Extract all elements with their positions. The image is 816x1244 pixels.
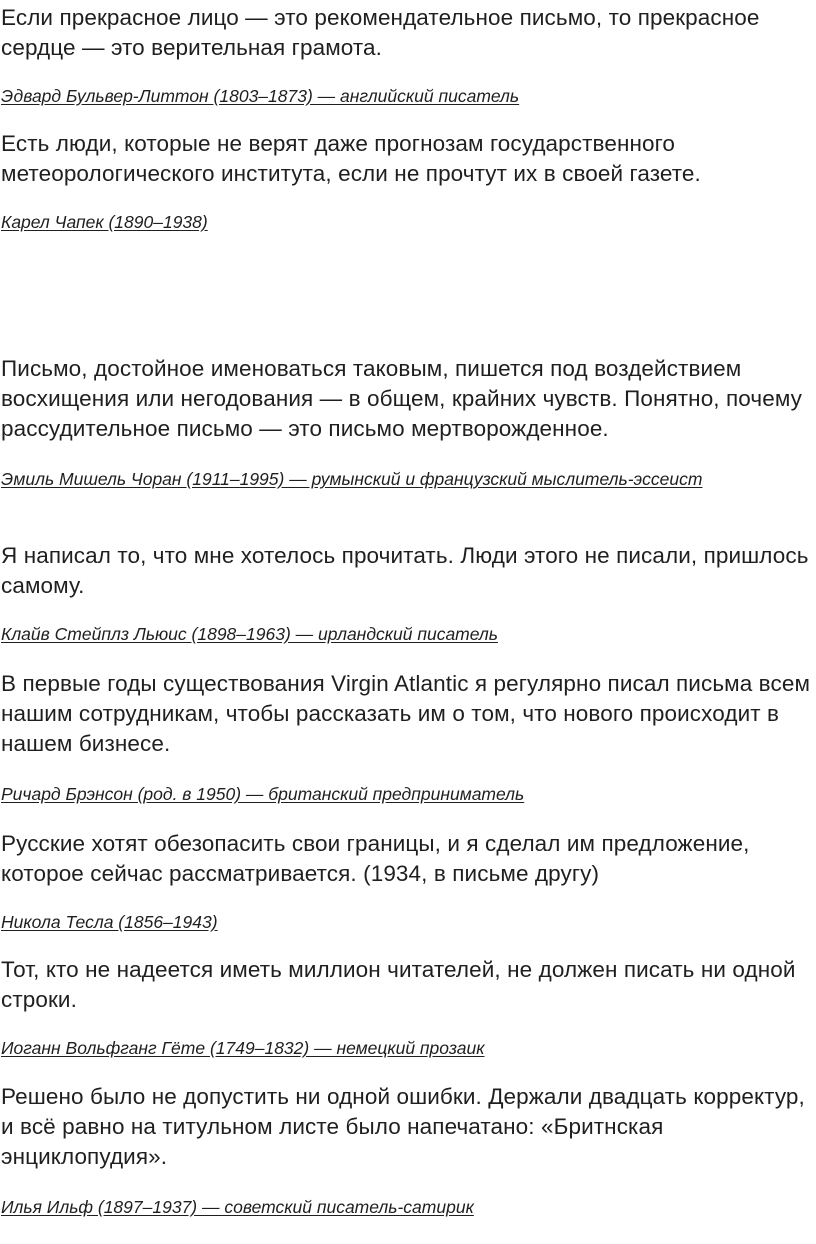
quote-item: [1, 354, 813, 489]
quote-author-link[interactable]: Илья Ильф (1897–1937) — советский писатель-сатирик: [1, 1197, 474, 1217]
quote-text: Письмо, достойное именоваться таковым, пишется под воздействием восхищения или негодования — в общем, крайних чувств. Понятно, почему рассудительное письмо — это письмо мертворожденное.: [1, 356, 803, 441]
quote-item: [1, 129, 813, 232]
quote-item: [1, 541, 813, 644]
quote-author-link[interactable]: Никола Тесла (1856–1943): [1, 912, 218, 932]
quote-text: Русские хотят обезопасить свои границы, и я сделал им предложение, которое сейчас рассматривается. (1934, в письме другу): [1, 831, 750, 886]
quote-item: [1, 3, 813, 106]
quote-author-link[interactable]: Карел Чапек (1890–1938): [1, 212, 208, 232]
quote-text: В первые годы существования Virgin Atlantic я регулярно писал письма всем нашим сотрудникам, чтобы рассказать им о том, что нового происходит в нашем бизнесе.: [1, 671, 811, 756]
quote-item: [1, 1082, 813, 1217]
quote-text: Решено было не допустить ни одной ошибки. Держали двадцать корректур, и всё равно на титульном листе было напечатано: «Бритнская энциклопудия».: [1, 1084, 805, 1169]
quote-author-link[interactable]: Ричард Брэнсон (род. в 1950) — британский предприниматель: [1, 784, 525, 804]
quote-author-link[interactable]: Эдвард Бульвер-Литтон (1803–1873) — английский писатель: [1, 86, 520, 106]
quote-text: Если прекрасное лицо — это рекомендательное письмо, то прекрасное сердце — это верительная грамота.: [1, 5, 760, 60]
quote-text: Есть люди, которые не верят даже прогнозам государственного метеорологического института, если не прочтут их в своей газете.: [1, 131, 701, 186]
quote-text: Я написал то, что мне хотелось прочитать. Люди этого не писали, пришлось самому.: [1, 543, 809, 598]
quote-text: Тот, кто не надеется иметь миллион читателей, не должен писать ни одной строки.: [1, 957, 796, 1012]
quote-author-link[interactable]: Эмиль Мишель Чоран (1911–1995) — румынский и французский мыслитель-эссеист: [1, 469, 703, 489]
quote-author-link[interactable]: Иоганн Вольфганг Гёте (1749–1832) — немецкий прозаик: [1, 1038, 485, 1058]
quote-author-link[interactable]: Клайв Стейплз Льюис (1898–1963) — ирландский писатель: [1, 624, 498, 644]
quote-item: [1, 955, 813, 1058]
quote-item: [1, 669, 813, 804]
quote-item: [1, 829, 813, 932]
